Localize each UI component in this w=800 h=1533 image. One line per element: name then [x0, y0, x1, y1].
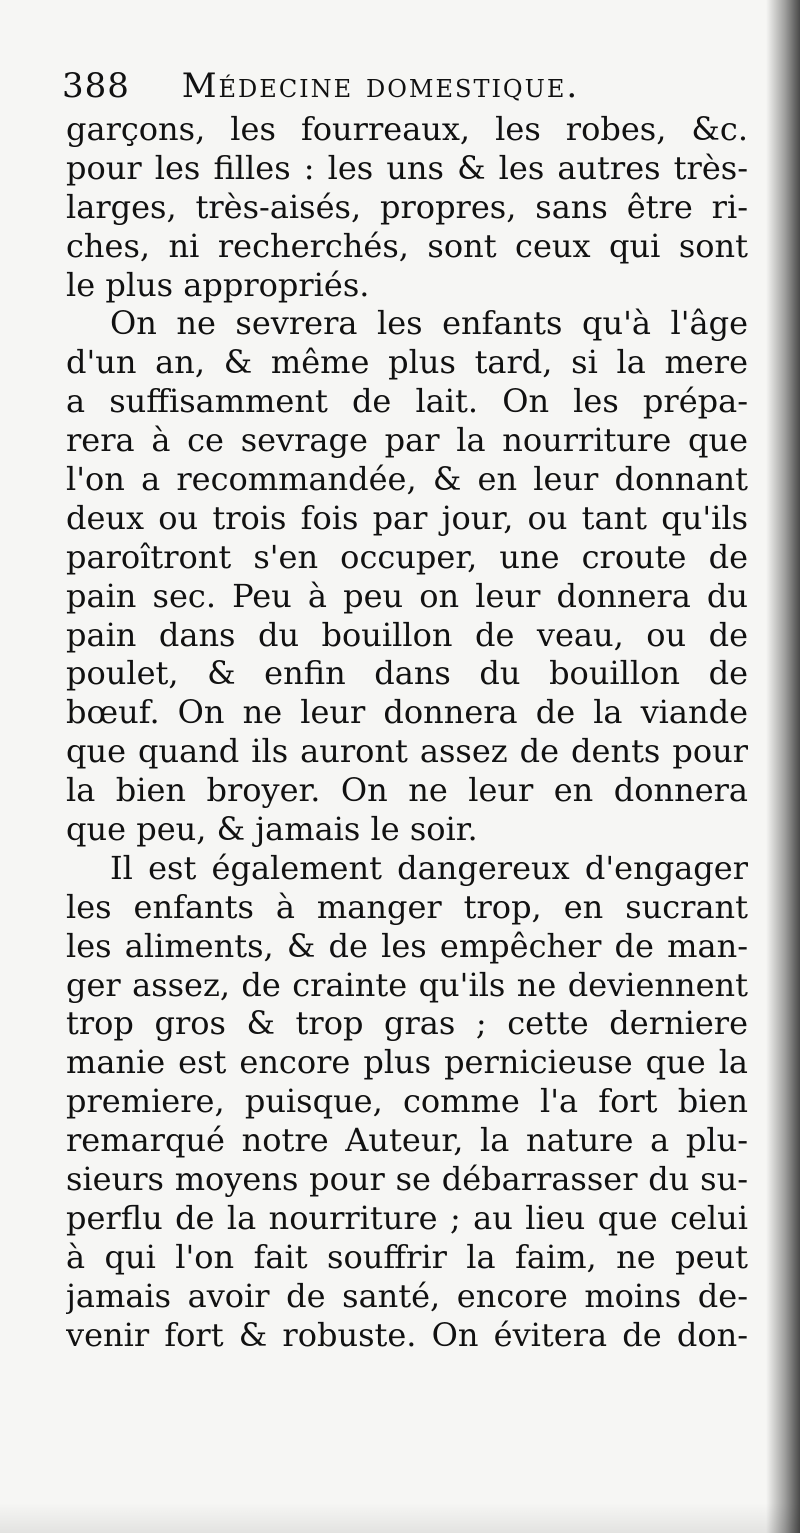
text-line: pain dans du bouillon de veau, ou de — [66, 615, 748, 654]
text-line: que peu, & jamais le soir. — [66, 810, 478, 849]
text-line: bœuf. On ne leur donnera de la viande — [66, 693, 748, 732]
text-line: ger assez, de crainte qu'ils ne deviennent — [66, 965, 748, 1004]
text-line: venir fort & robuste. On évitera de don- — [66, 1315, 748, 1354]
text-line: ches, ni recherchés, sont ceux qui sont — [66, 226, 748, 265]
text-line: la bien broyer. On ne leur en donnera — [66, 771, 748, 810]
text-line: garçons, les fourreaux, les robes, &c. — [66, 110, 748, 148]
text-line: jamais avoir de santé, encore moins de- — [66, 1276, 748, 1315]
text-line: pour les filles : les uns & les autres très- — [66, 148, 748, 187]
text-line: deux ou trois fois par jour, ou tant qu'ils — [66, 498, 748, 537]
text-line: rera à ce sevrage par la nourriture que — [66, 421, 748, 460]
body-text — [66, 110, 748, 1355]
text-line: a suffisamment de lait. On les prépa- — [66, 382, 748, 421]
paragraph-start-line: Il est également dangereux d'engager — [110, 848, 748, 887]
text-line: manie est encore plus pernicieuse que la — [66, 1043, 748, 1082]
text-line: perflu de la nourriture ; au lieu que celui — [66, 1198, 748, 1237]
text-line: à qui l'on fait souffrir la faim, ne peut — [66, 1237, 748, 1276]
text-line: premiere, puisque, comme l'a fort bien — [66, 1082, 748, 1121]
text-line: l'on a recommandée, & en leur donnant — [66, 460, 748, 499]
text-line: larges, très-aisés, propres, sans être ri- — [66, 187, 748, 226]
text-line: poulet, & enfin dans du bouillon de — [66, 654, 748, 693]
page-gutter-shadow — [766, 0, 800, 1533]
text-line: les aliments, & de les empêcher de man- — [66, 926, 748, 965]
text-line: remarqué notre Auteur, la nature a plu- — [66, 1121, 748, 1160]
page-header — [62, 66, 752, 114]
text-line: le plus appropriés. — [66, 265, 370, 304]
text-line: paroîtront s'en occuper, une croute de — [66, 537, 748, 576]
text-line: sieurs moyens pour se débarrasser du su- — [66, 1160, 748, 1199]
paragraph-start-line: On ne sevrera les enfants qu'à l'âge — [110, 304, 748, 343]
text-line: d'un an, & même plus tard, si la mere — [66, 343, 748, 382]
text-line: les enfants à manger trop, en sucrant — [66, 887, 748, 926]
text-line: trop gros & trop gras ; cette derniere — [66, 1004, 748, 1043]
text-line: pain sec. Peu à peu on leur donnera du — [66, 576, 748, 615]
text-line: que quand ils auront assez de dents pour — [66, 732, 748, 771]
page-number: 388 — [62, 66, 130, 106]
running-title: Médecine domestique. — [181, 66, 580, 106]
page-bottom-edge — [0, 1503, 800, 1533]
